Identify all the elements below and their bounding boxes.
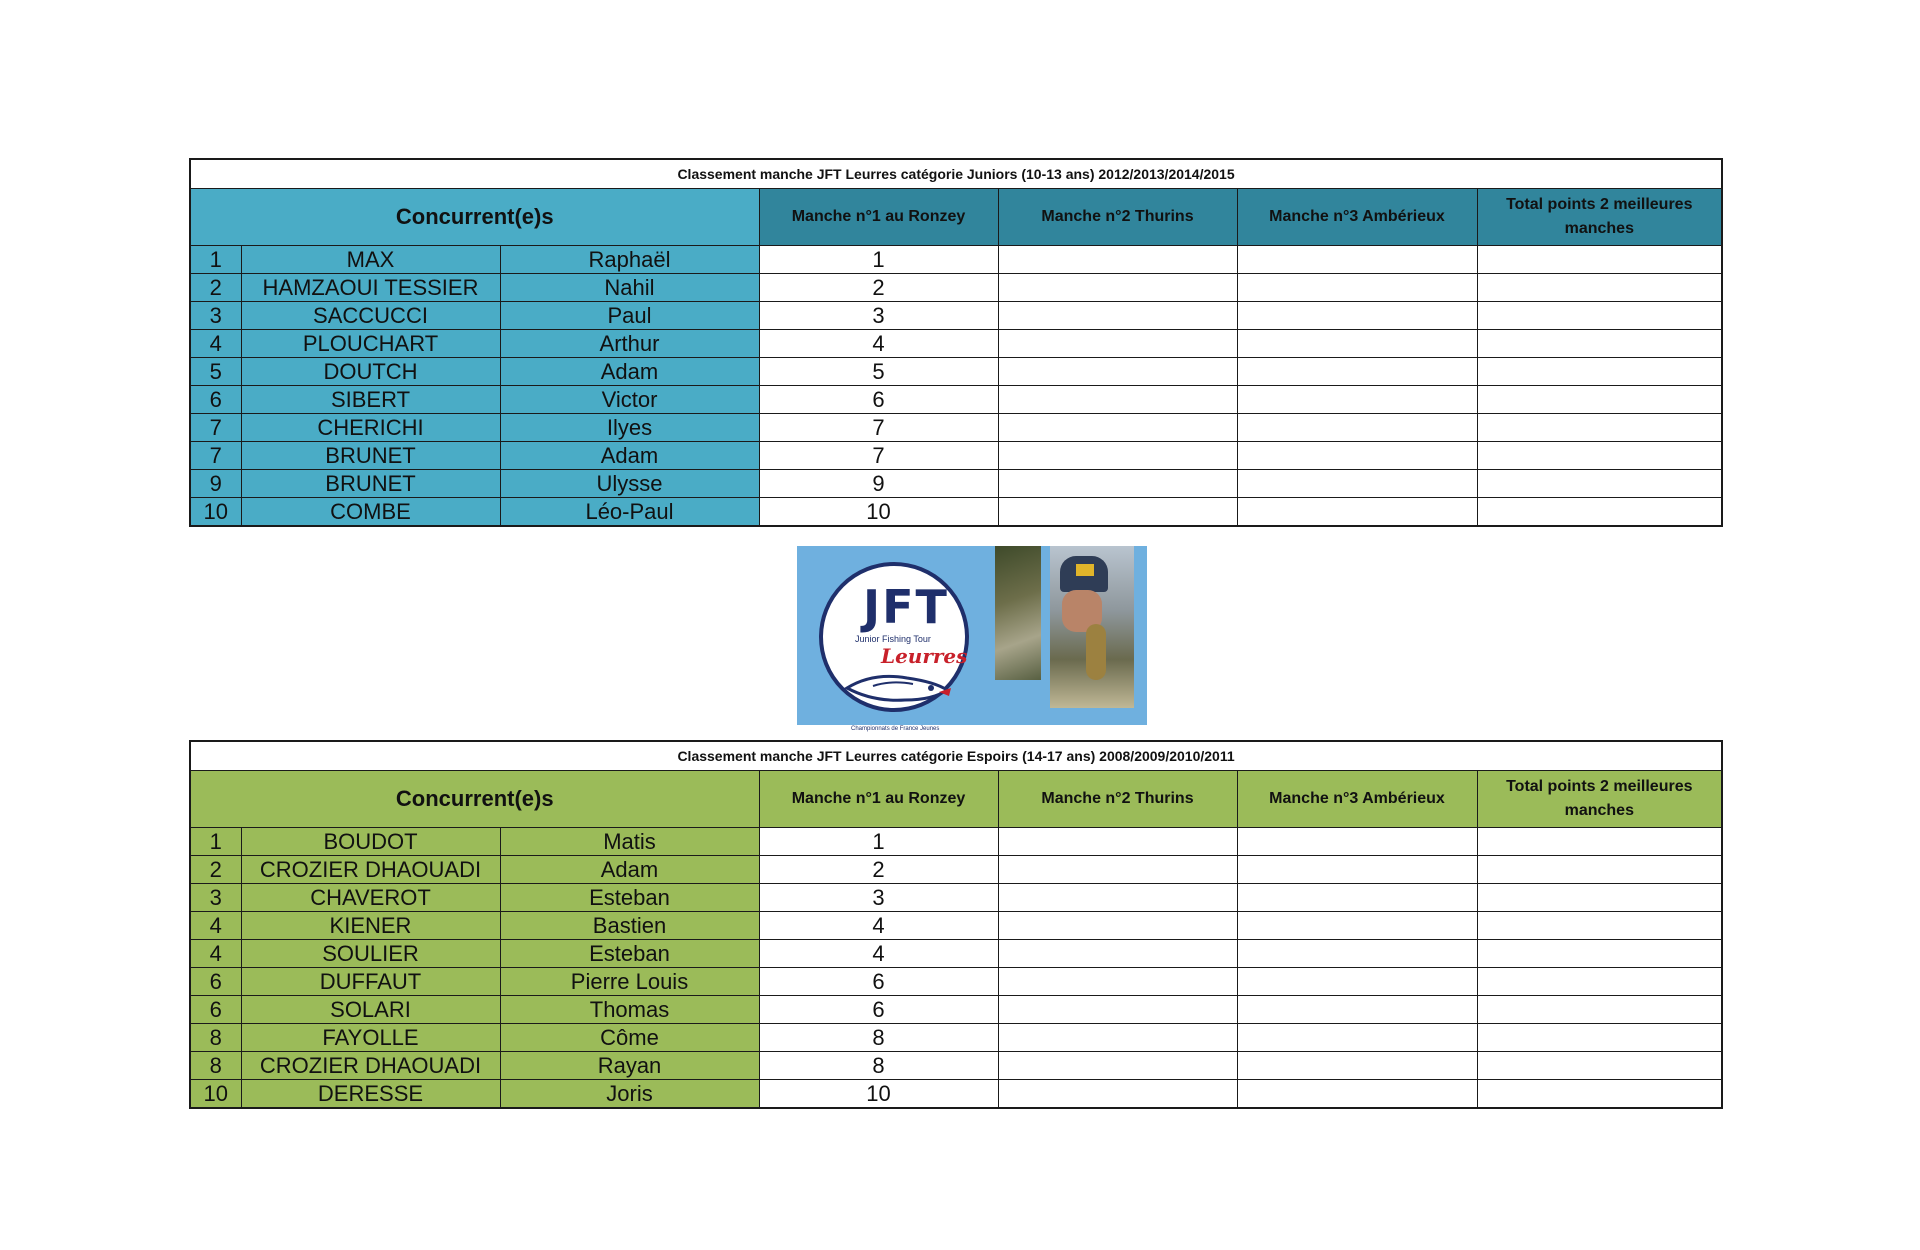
- first-name-cell: Ulysse: [500, 470, 759, 498]
- manche3-cell: [1237, 996, 1477, 1024]
- manche2-cell: [998, 414, 1237, 442]
- table-row: [190, 302, 1722, 330]
- manche3-cell: [1237, 330, 1477, 358]
- first-name-cell: Arthur: [500, 330, 759, 358]
- total-cell: [1477, 302, 1722, 330]
- total-header: Total points 2 meilleures manches: [1477, 189, 1722, 246]
- manche2-header: Manche n°2 Thurins: [998, 771, 1237, 828]
- first-name-cell: Nahil: [500, 274, 759, 302]
- juniors-rows: [190, 246, 1722, 527]
- manche3-cell: [1237, 470, 1477, 498]
- manche2-cell: [998, 470, 1237, 498]
- manche1-cell: 9: [759, 470, 998, 498]
- manche1-header: Manche n°1 au Ronzey: [759, 189, 998, 246]
- manche2-cell: [998, 940, 1237, 968]
- logo-tagline: Leurres: [881, 644, 968, 668]
- last-name-cell: COMBE: [241, 498, 500, 527]
- table-row: [190, 884, 1722, 912]
- manche1-cell: 4: [759, 940, 998, 968]
- table-row: [190, 856, 1722, 884]
- table-row: [190, 1052, 1722, 1080]
- last-name-cell: DUFFAUT: [241, 968, 500, 996]
- manche3-cell: [1237, 274, 1477, 302]
- manche2-cell: [998, 442, 1237, 470]
- total-cell: [1477, 912, 1722, 940]
- manche3-cell: [1237, 940, 1477, 968]
- manche3-cell: [1237, 302, 1477, 330]
- logo-brand: JFT: [863, 580, 949, 634]
- table-row: [190, 1024, 1722, 1052]
- contestants-header: Concurrent(e)s: [190, 189, 759, 246]
- rank-cell: 7: [190, 442, 241, 470]
- manche3-cell: [1237, 968, 1477, 996]
- rank-cell: 1: [190, 828, 241, 856]
- total-cell: [1477, 386, 1722, 414]
- first-name-cell: Thomas: [500, 996, 759, 1024]
- table-row: [190, 1080, 1722, 1109]
- first-name-cell: Paul: [500, 302, 759, 330]
- first-name-cell: Léo-Paul: [500, 498, 759, 527]
- rank-cell: 4: [190, 330, 241, 358]
- first-name-cell: Rayan: [500, 1052, 759, 1080]
- table-title: Classement manche JFT Leurres catégorie Espoirs (14-17 ans) 2008/2009/2010/2011: [190, 741, 1722, 771]
- total-cell: [1477, 498, 1722, 527]
- manche1-cell: 4: [759, 330, 998, 358]
- total-cell: [1477, 856, 1722, 884]
- table-row: [190, 442, 1722, 470]
- rank-cell: 4: [190, 940, 241, 968]
- logo-subtitle: Junior Fishing Tour: [855, 634, 931, 644]
- manche2-cell: [998, 1024, 1237, 1052]
- manche2-cell: [998, 246, 1237, 274]
- first-name-cell: Adam: [500, 358, 759, 386]
- first-name-cell: Adam: [500, 442, 759, 470]
- manche2-cell: [998, 884, 1237, 912]
- rank-cell: 9: [190, 470, 241, 498]
- manche3-cell: [1237, 828, 1477, 856]
- rank-cell: 10: [190, 1080, 241, 1109]
- rank-cell: 4: [190, 912, 241, 940]
- first-name-cell: Victor: [500, 386, 759, 414]
- total-cell: [1477, 1024, 1722, 1052]
- manche3-cell: [1237, 358, 1477, 386]
- rank-cell: 3: [190, 884, 241, 912]
- total-cell: [1477, 1080, 1722, 1109]
- espoirs-rows: [190, 828, 1722, 1109]
- total-cell: [1477, 968, 1722, 996]
- manche2-cell: [998, 330, 1237, 358]
- total-cell: [1477, 414, 1722, 442]
- manche2-cell: [998, 302, 1237, 330]
- fish-shape: [1086, 624, 1106, 680]
- manche1-cell: 2: [759, 274, 998, 302]
- total-cell: [1477, 884, 1722, 912]
- manche2-cell: [998, 386, 1237, 414]
- espoirs-ranking-block: [189, 740, 1721, 1109]
- table-row: [190, 358, 1722, 386]
- manche3-cell: [1237, 414, 1477, 442]
- manche1-cell: 5: [759, 358, 998, 386]
- manche1-cell: 1: [759, 246, 998, 274]
- manche2-cell: [998, 498, 1237, 527]
- total-cell: [1477, 330, 1722, 358]
- manche2-cell: [998, 274, 1237, 302]
- table-row: [190, 996, 1722, 1024]
- manche2-cell: [998, 1052, 1237, 1080]
- total-cell: [1477, 246, 1722, 274]
- rank-cell: 6: [190, 386, 241, 414]
- total-cell: [1477, 1052, 1722, 1080]
- jft-logo-banner: [797, 546, 1147, 732]
- first-name-cell: Esteban: [500, 940, 759, 968]
- total-cell: [1477, 470, 1722, 498]
- manche1-cell: 6: [759, 968, 998, 996]
- manche3-cell: [1237, 246, 1477, 274]
- manche1-header: Manche n°1 au Ronzey: [759, 771, 998, 828]
- manche2-cell: [998, 996, 1237, 1024]
- last-name-cell: BRUNET: [241, 442, 500, 470]
- rank-cell: 7: [190, 414, 241, 442]
- manche1-cell: 3: [759, 884, 998, 912]
- manche1-cell: 10: [759, 498, 998, 527]
- manche3-cell: [1237, 1052, 1477, 1080]
- juniors-ranking-block: [189, 158, 1721, 527]
- last-name-cell: FAYOLLE: [241, 1024, 500, 1052]
- angler-photo-2: [1050, 546, 1134, 708]
- table-row: [190, 246, 1722, 274]
- manche3-cell: [1237, 856, 1477, 884]
- last-name-cell: SACCUCCI: [241, 302, 500, 330]
- espoirs-ranking-table: [189, 740, 1723, 1109]
- first-name-cell: Joris: [500, 1080, 759, 1109]
- manche3-cell: [1237, 386, 1477, 414]
- rank-cell: 8: [190, 1024, 241, 1052]
- angler-photo-1: [995, 546, 1041, 680]
- table-row: [190, 968, 1722, 996]
- manche2-cell: [998, 828, 1237, 856]
- total-cell: [1477, 442, 1722, 470]
- manche1-cell: 7: [759, 414, 998, 442]
- table-row: [190, 274, 1722, 302]
- last-name-cell: CROZIER DHAOUADI: [241, 856, 500, 884]
- jft-logo: [819, 562, 969, 732]
- last-name-cell: SOULIER: [241, 940, 500, 968]
- manche3-cell: [1237, 1080, 1477, 1109]
- manche1-cell: 6: [759, 996, 998, 1024]
- last-name-cell: BOUDOT: [241, 828, 500, 856]
- table-row: [190, 330, 1722, 358]
- manche3-cell: [1237, 498, 1477, 527]
- last-name-cell: SOLARI: [241, 996, 500, 1024]
- rank-cell: 8: [190, 1052, 241, 1080]
- manche3-cell: [1237, 1024, 1477, 1052]
- manche1-cell: 1: [759, 828, 998, 856]
- first-name-cell: Ilyes: [500, 414, 759, 442]
- first-name-cell: Bastien: [500, 912, 759, 940]
- table-row: [190, 498, 1722, 527]
- table-row: [190, 414, 1722, 442]
- juniors-ranking-table: [189, 158, 1723, 527]
- total-cell: [1477, 358, 1722, 386]
- manche3-cell: [1237, 912, 1477, 940]
- total-cell: [1477, 940, 1722, 968]
- rank-cell: 5: [190, 358, 241, 386]
- table-row: [190, 912, 1722, 940]
- table-title: Classement manche JFT Leurres catégorie Juniors (10-13 ans) 2012/2013/2014/2015: [190, 159, 1722, 189]
- manche2-header: Manche n°2 Thurins: [998, 189, 1237, 246]
- manche2-cell: [998, 968, 1237, 996]
- manche2-cell: [998, 358, 1237, 386]
- first-name-cell: Esteban: [500, 884, 759, 912]
- rank-cell: 6: [190, 996, 241, 1024]
- first-name-cell: Raphaël: [500, 246, 759, 274]
- cap-badge-shape: [1076, 564, 1094, 576]
- first-name-cell: Adam: [500, 856, 759, 884]
- manche1-cell: 8: [759, 1052, 998, 1080]
- table-row: [190, 940, 1722, 968]
- manche2-cell: [998, 856, 1237, 884]
- manche3-cell: [1237, 442, 1477, 470]
- manche1-cell: 10: [759, 1080, 998, 1109]
- manche3-header: Manche n°3 Ambérieux: [1237, 771, 1477, 828]
- manche1-cell: 3: [759, 302, 998, 330]
- last-name-cell: MAX: [241, 246, 500, 274]
- total-header: Total points 2 meilleures manches: [1477, 771, 1722, 828]
- last-name-cell: CROZIER DHAOUADI: [241, 1052, 500, 1080]
- manche1-cell: 7: [759, 442, 998, 470]
- first-name-cell: Côme: [500, 1024, 759, 1052]
- fish-icon: [843, 670, 953, 704]
- table-row: [190, 386, 1722, 414]
- manche1-cell: 6: [759, 386, 998, 414]
- last-name-cell: KIENER: [241, 912, 500, 940]
- manche3-header: Manche n°3 Ambérieux: [1237, 189, 1477, 246]
- manche2-cell: [998, 912, 1237, 940]
- rank-cell: 2: [190, 274, 241, 302]
- manche1-cell: 2: [759, 856, 998, 884]
- rank-cell: 2: [190, 856, 241, 884]
- manche3-cell: [1237, 884, 1477, 912]
- last-name-cell: DOUTCH: [241, 358, 500, 386]
- last-name-cell: SIBERT: [241, 386, 500, 414]
- last-name-cell: PLOUCHART: [241, 330, 500, 358]
- manche2-cell: [998, 1080, 1237, 1109]
- first-name-cell: Matis: [500, 828, 759, 856]
- last-name-cell: HAMZAOUI TESSIER: [241, 274, 500, 302]
- rank-cell: 3: [190, 302, 241, 330]
- table-row: [190, 470, 1722, 498]
- rank-cell: 1: [190, 246, 241, 274]
- logo-footer: Championnats de France Jeunes: [851, 726, 940, 732]
- total-cell: [1477, 828, 1722, 856]
- last-name-cell: CHERICHI: [241, 414, 500, 442]
- table-row: [190, 828, 1722, 856]
- rank-cell: 10: [190, 498, 241, 527]
- last-name-cell: CHAVEROT: [241, 884, 500, 912]
- manche1-cell: 4: [759, 912, 998, 940]
- total-cell: [1477, 274, 1722, 302]
- total-cell: [1477, 996, 1722, 1024]
- last-name-cell: BRUNET: [241, 470, 500, 498]
- contestants-header: Concurrent(e)s: [190, 771, 759, 828]
- first-name-cell: Pierre Louis: [500, 968, 759, 996]
- rank-cell: 6: [190, 968, 241, 996]
- last-name-cell: DERESSE: [241, 1080, 500, 1109]
- manche1-cell: 8: [759, 1024, 998, 1052]
